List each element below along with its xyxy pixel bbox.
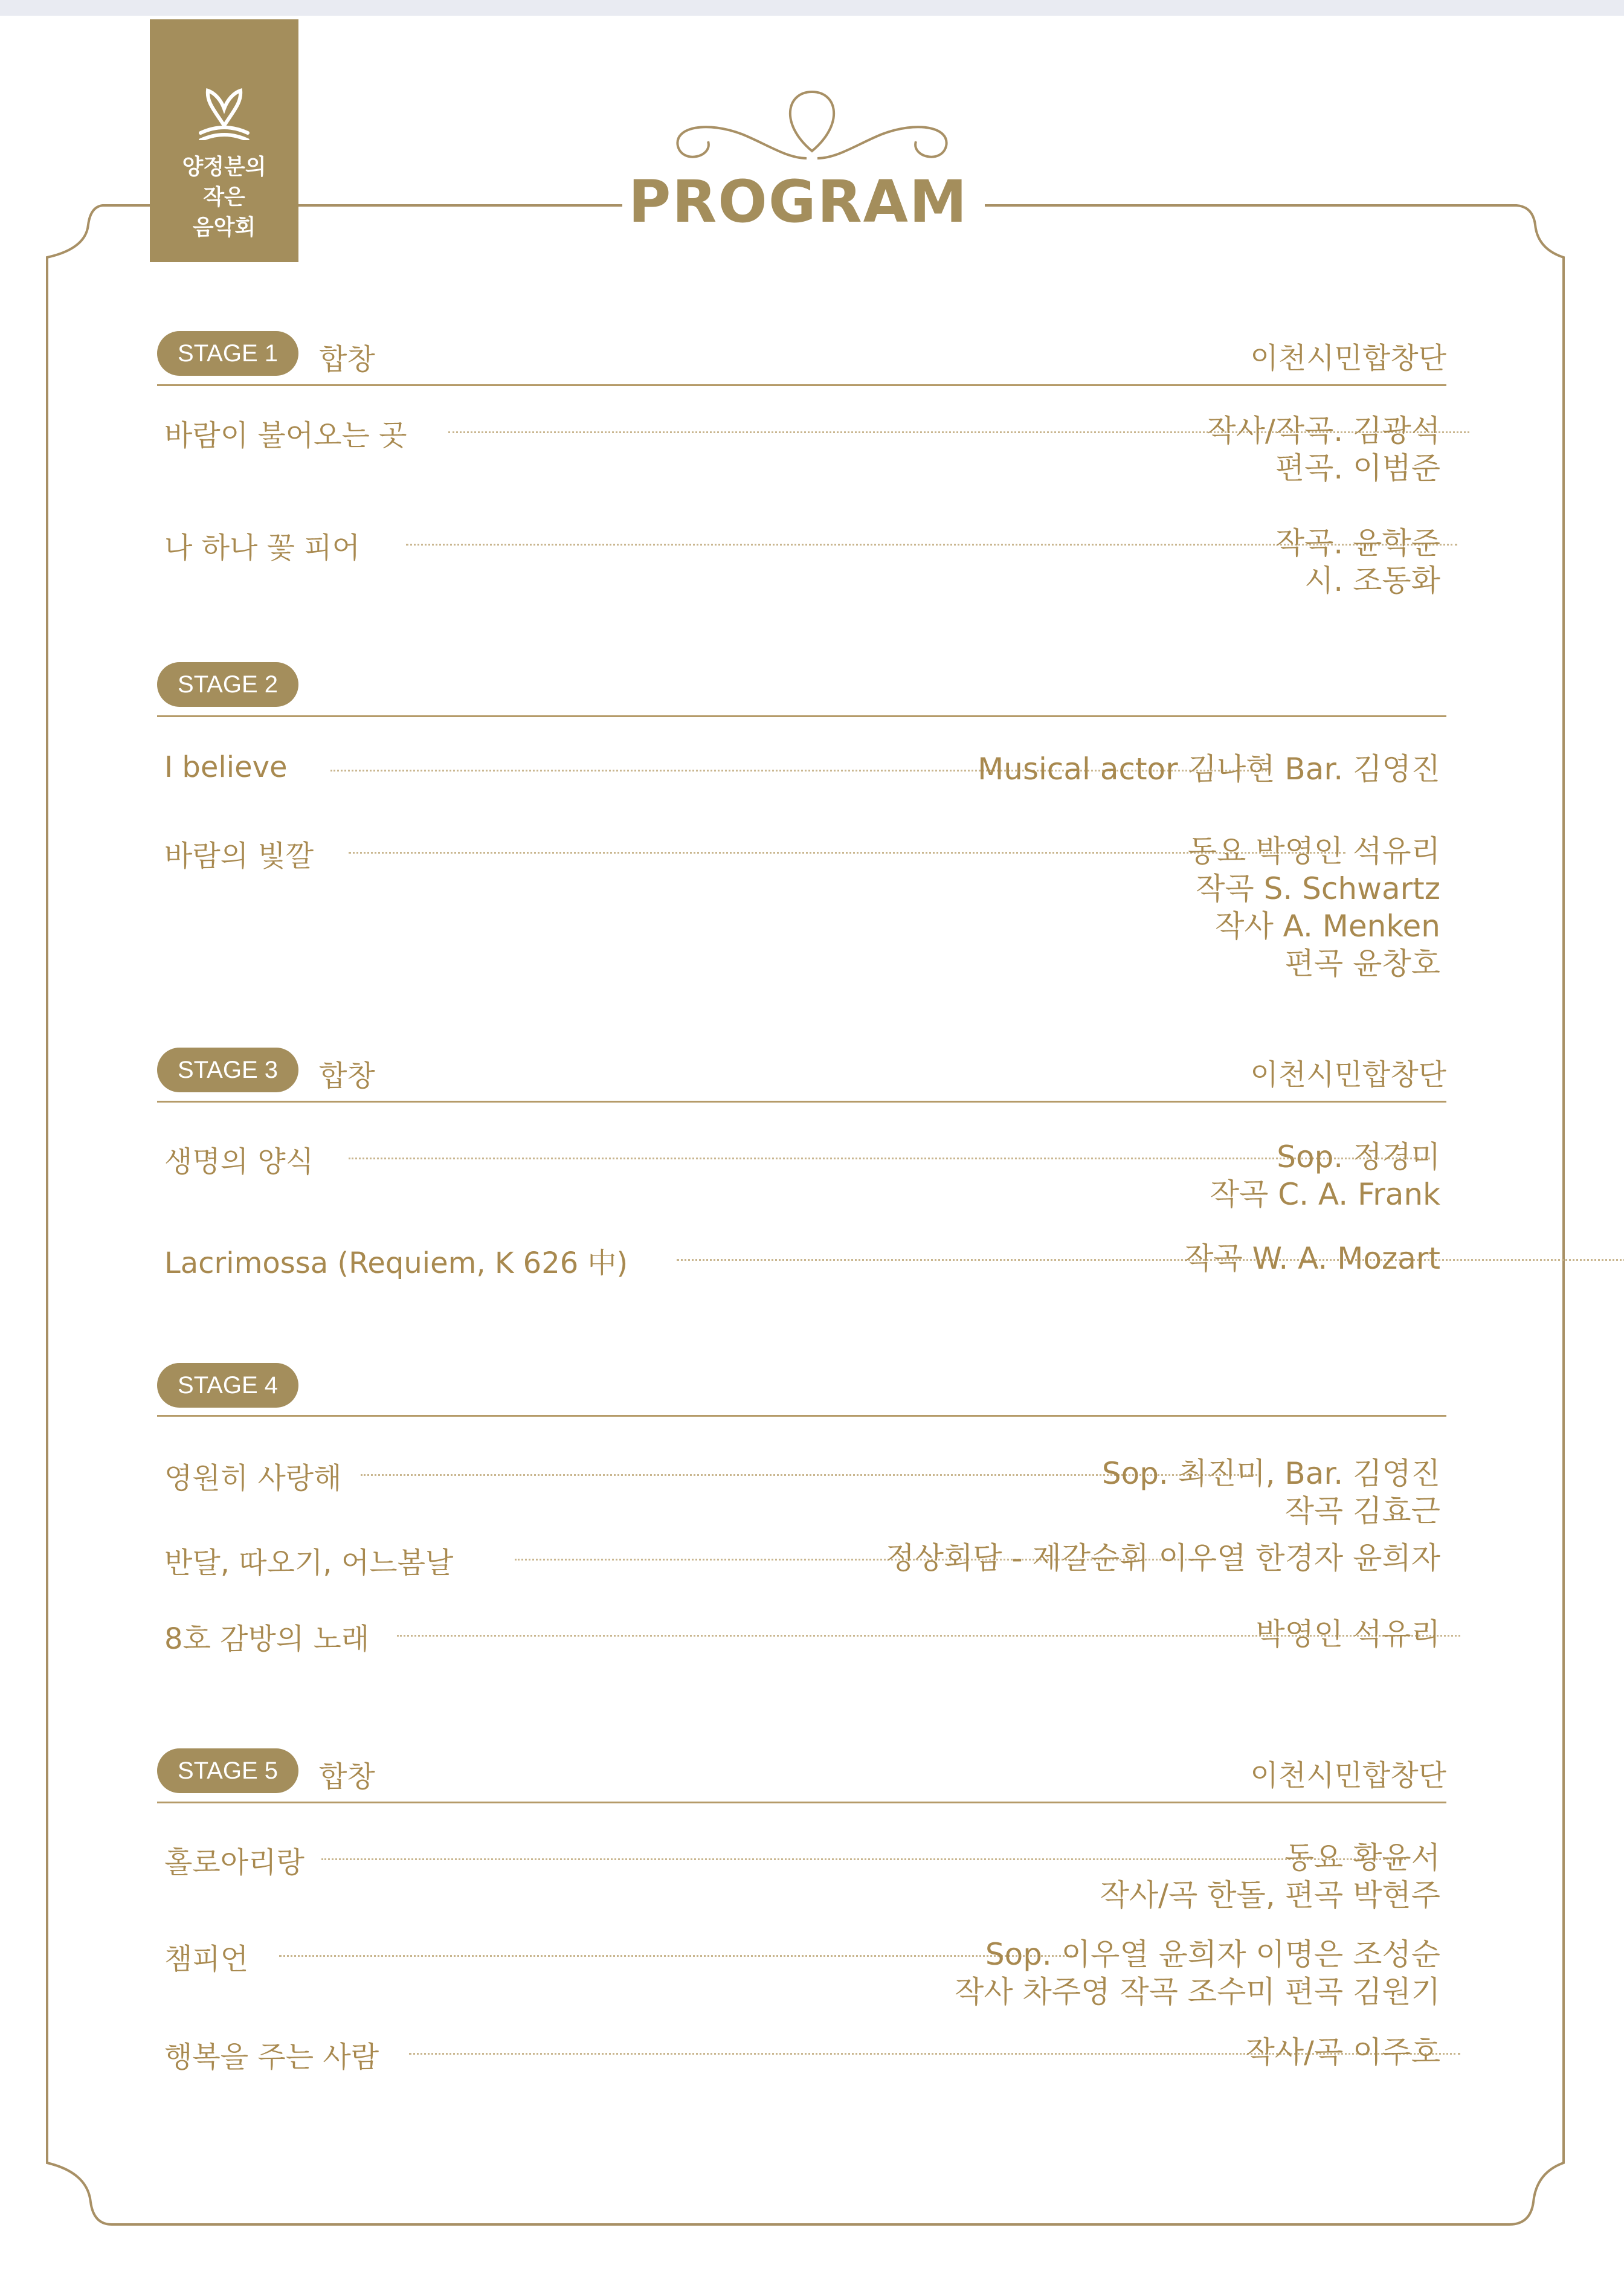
credit-line: Sop. 최진미, Bar. 김영진 bbox=[1101, 1456, 1440, 1491]
stage-divider bbox=[157, 1101, 1446, 1103]
stage-divider bbox=[157, 1415, 1446, 1417]
song-title: 나 하나 꽃 피어 bbox=[164, 531, 360, 565]
credits bbox=[1184, 1240, 1440, 1277]
credit-line: 작곡 W. A. Mozart bbox=[1184, 1241, 1440, 1276]
stage-header bbox=[157, 662, 1446, 710]
credit-line: 작사 A. Menken bbox=[1215, 909, 1440, 944]
stage-divider bbox=[157, 384, 1446, 386]
stage-label-pill: STAGE 5 bbox=[157, 1748, 298, 1793]
song-title: 8호 감방의 노래 bbox=[164, 1622, 370, 1656]
credit-line: 작곡. 윤학준 bbox=[1275, 526, 1440, 561]
stage-label-pill: STAGE 4 bbox=[157, 1363, 298, 1408]
credit-line: 정상회담 - 제갈순휘 이우열 한경자 윤희자 bbox=[885, 1541, 1440, 1576]
stage-divider bbox=[157, 715, 1446, 717]
credit-line: 동요 황윤서 bbox=[1284, 1840, 1440, 1875]
stage-label-pill: STAGE 1 bbox=[157, 331, 298, 376]
stage-title: 합창 bbox=[319, 1059, 375, 1093]
stage-performer: 이천시민합창단 bbox=[1250, 1058, 1446, 1092]
song-title: 바람이 불어오는 곳 bbox=[164, 419, 407, 453]
credits bbox=[1245, 2034, 1440, 2071]
song-title: 바람의 빛깔 bbox=[164, 839, 314, 873]
stage-performer: 이천시민합창단 bbox=[1250, 1759, 1446, 1792]
song-title: Lacrimossa (Requiem, K 626 中) bbox=[164, 1246, 628, 1280]
badge-text: 양정분의 작은 음악회 bbox=[182, 155, 266, 240]
credits bbox=[1275, 524, 1440, 599]
credit-line: 작곡 김효근 bbox=[1284, 1493, 1440, 1528]
credit-line: 시. 조동화 bbox=[1304, 563, 1440, 598]
song-title: I believe bbox=[164, 750, 288, 784]
credits bbox=[1207, 412, 1440, 487]
credit-line: 작사/곡 한돌, 편곡 박현주 bbox=[1100, 1878, 1440, 1913]
credits bbox=[885, 1539, 1440, 1577]
credits bbox=[1188, 833, 1440, 982]
song-title: 챔피언 bbox=[164, 1942, 249, 1976]
stage-performer: 이천시민합창단 bbox=[1250, 341, 1446, 375]
concert-badge bbox=[150, 19, 298, 262]
credits bbox=[1255, 1615, 1440, 1653]
credits bbox=[978, 750, 1440, 788]
song-title: 홀로아리랑 bbox=[164, 1846, 304, 1879]
credit-line: Sop. 이우열 윤희자 이명은 조성순 bbox=[985, 1937, 1440, 1972]
song-title: 생명의 양식 bbox=[164, 1145, 314, 1179]
credit-line: 편곡. 이범준 bbox=[1275, 451, 1440, 486]
credit-line: 동요 박영인 석유리 bbox=[1187, 834, 1440, 869]
stage-header bbox=[157, 1748, 1446, 1797]
credit-line: 작사/곡 이주호 bbox=[1245, 2035, 1440, 2070]
song-title: 영원히 사랑해 bbox=[164, 1461, 342, 1495]
song-title: 행복을 주는 사람 bbox=[164, 2040, 379, 2074]
dotted-leader bbox=[677, 1259, 1624, 1261]
stage-header bbox=[157, 1048, 1446, 1096]
stage-label-pill: STAGE 2 bbox=[157, 662, 298, 707]
book-flower-logo-icon bbox=[150, 19, 298, 140]
credits bbox=[1100, 1839, 1440, 1914]
credit-line: 작곡 C. A. Frank bbox=[1210, 1177, 1440, 1212]
stage-label-pill: STAGE 3 bbox=[157, 1048, 298, 1092]
credit-line: 작곡 S. Schwartz bbox=[1196, 871, 1440, 906]
stage-title: 합창 bbox=[319, 343, 375, 376]
credit-line: 작사 차주영 작곡 조수미 편곡 김원기 bbox=[955, 1974, 1440, 2009]
credit-line: 작사/작곡. 김광석 bbox=[1207, 413, 1440, 448]
credits bbox=[955, 1936, 1440, 2011]
stage-title: 합창 bbox=[319, 1760, 375, 1794]
credit-line: Musical actor 김나현 Bar. 김영진 bbox=[978, 752, 1440, 787]
credit-line: 박영인 석유리 bbox=[1255, 1617, 1440, 1652]
credit-line: Sop. 정경미 bbox=[1277, 1139, 1440, 1174]
credits bbox=[1210, 1138, 1440, 1213]
credits bbox=[1102, 1455, 1440, 1530]
song-title: 반달, 따오기, 어느봄날 bbox=[164, 1546, 454, 1580]
stage-divider bbox=[157, 1802, 1446, 1803]
stage-header bbox=[157, 1363, 1446, 1411]
page-title: PROGRAM bbox=[628, 168, 968, 236]
stage-header bbox=[157, 331, 1446, 379]
credit-line: 편곡 윤창호 bbox=[1284, 946, 1440, 981]
